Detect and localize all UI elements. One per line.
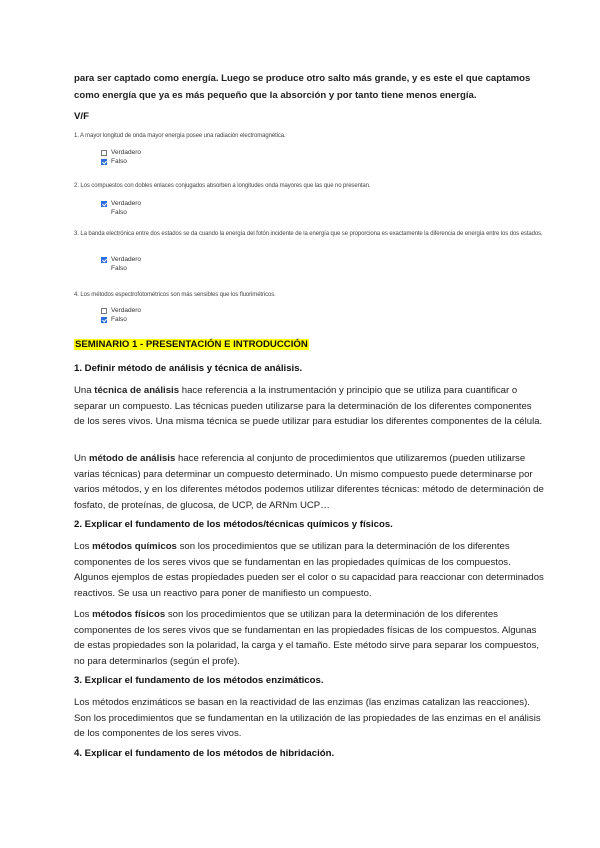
section-4-heading: 4. Explicar el fundamento de los métodos de hibridación.: [74, 748, 335, 759]
option-falso[interactable]: [101, 315, 141, 324]
checkbox-checked[interactable]: [101, 159, 107, 165]
option-label: Falso: [111, 265, 127, 272]
quiz-question-2: 2. Los compuestos con dobles enlaces conjugados absorben a longitudes onda mayores que las que no presentan.: [74, 183, 371, 189]
checkbox-checked[interactable]: [101, 257, 107, 263]
option-label: Falso: [111, 158, 127, 165]
option-verdadero[interactable]: [101, 306, 141, 315]
quiz-options-2: [101, 199, 141, 217]
quiz-question-3: 3. La banda electrónica entre dos estados se da cuando la energía del fotón incidente de la energía que se proporciona es exactamente la diferencia de energía entre los dos estados.: [74, 231, 543, 237]
vf-heading: V/F: [74, 111, 89, 122]
option-label: Falso: [111, 209, 127, 216]
quiz-options-4: [101, 306, 141, 324]
option-falso[interactable]: [101, 157, 141, 166]
option-label: Verdadero: [111, 256, 141, 263]
intro-paragraph: para ser captado como energía. Luego se produce otro salto más grande, y es este el que captamos como energía que ya es más pequeño que la absorción y por tanto tiene menos energía.: [74, 73, 531, 101]
quiz-question-4: 4. Los métodos espectrofotométricos son más sensibles que los fluorimétricos.: [74, 292, 276, 298]
option-label: Verdadero: [111, 200, 141, 207]
option-verdadero[interactable]: [101, 199, 141, 208]
checkbox-unchecked[interactable]: [101, 266, 107, 272]
quiz-options-3: [101, 255, 141, 273]
checkbox-checked[interactable]: [101, 317, 107, 323]
section-2-paragraph-2: Los métodos físicos son los procedimientos que se utilizan para la determinación de los diferentes componentes de los seres vivos que se fundamentan en las propiedades físicas de los compuestos. Algunas de estas propiedades son la polaridad, la carga y el tamaño. Este método sirve para separar los compuestos, no para determinarlos (según el profe).: [74, 609, 540, 667]
checkbox-checked[interactable]: [101, 201, 107, 207]
seminar-title: SEMINARIO 1 - PRESENTACIÓN E INTRODUCCIÓN: [75, 339, 308, 350]
option-verdadero[interactable]: [101, 255, 141, 264]
option-verdadero[interactable]: [101, 148, 141, 157]
section-3-paragraph-1: Los métodos enzimáticos se basan en la reactividad de las enzimas (las enzimas catalizan las reacciones). Son los procedimientos que se fundamentan en la utilización de las propiedades de las enzimas en el análisis de los componentes de los seres vivos.: [74, 697, 541, 739]
quiz-question-1: 1. A mayor longitud de onda mayor energía posee una radiación electromagnética.: [74, 133, 286, 139]
checkbox-unchecked[interactable]: [101, 210, 107, 216]
section-1-paragraph-2: Un método de análisis hace referencia al conjunto de procedimientos que utilizaremos (pueden utilizarse varias técnicas) para determinar un compuesto determinado. Un mismo compuesto puede determinarse por varios métodos, y en los diferentes métodos podemos utilizar diferentes técnicas: método de determinación de fosfato, de proteínas, de glucosa, de UCP, de ARNm UCP…: [74, 453, 544, 511]
option-label: Falso: [111, 316, 127, 323]
quiz-options-1: [101, 148, 141, 166]
option-label: Verdadero: [111, 307, 141, 314]
option-falso[interactable]: [101, 264, 141, 273]
section-1-heading: 1. Definir método de análisis y técnica de análisis.: [74, 363, 303, 374]
section-2-paragraph-1: Los métodos químicos son los procedimientos que se utilizan para la determinación de los diferentes componentes de los seres vivos que se fundamentan en las propiedades químicas de los compuestos. Algunos ejemplos de estas propiedades pueden ser el color o su capacidad para reaccionar con determinados reactivos. Se usa un reactivo para poner de manifiesto un compuesto.: [74, 541, 544, 599]
section-1-paragraph-1: Una técnica de análisis hace referencia a la instrumentación y principio que se utiliza para cuantificar o separar un compuesto. Las técnicas pueden utilizarse para la determinación de los diferentes componentes de los seres vivos. Una misma técnica se puede utilizar para estudiar los diferentes componentes de la célula.: [74, 385, 543, 427]
option-label: Verdadero: [111, 149, 141, 156]
checkbox-unchecked[interactable]: [101, 308, 107, 314]
checkbox-unchecked[interactable]: [101, 150, 107, 156]
section-3-heading: 3. Explicar el fundamento de los métodos enzimáticos.: [74, 675, 324, 686]
option-falso[interactable]: [101, 208, 141, 217]
section-2-heading: 2. Explicar el fundamento de los métodos/técnicas químicos y físicos.: [74, 519, 393, 530]
